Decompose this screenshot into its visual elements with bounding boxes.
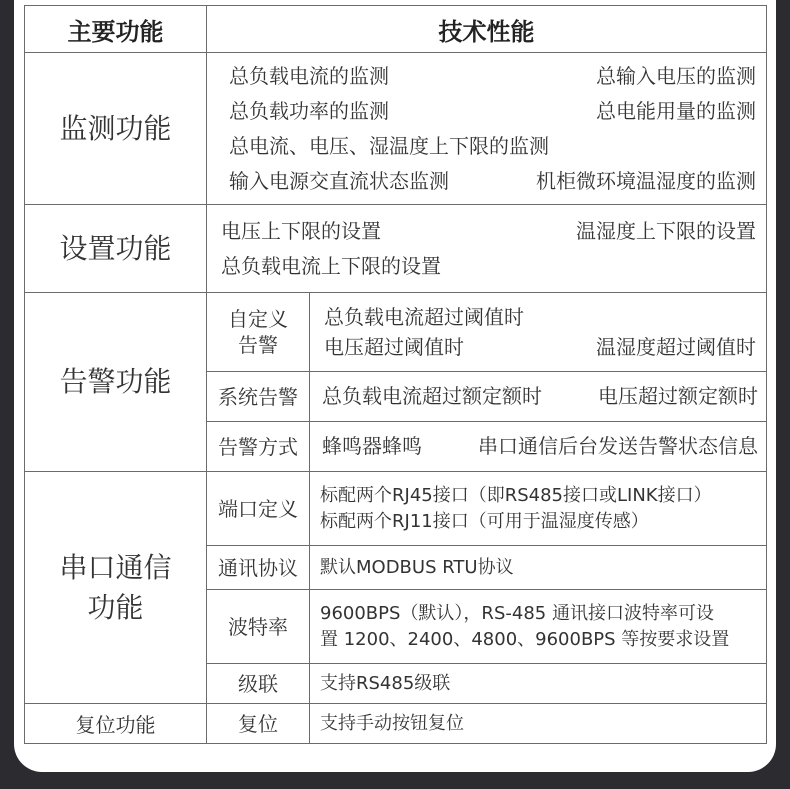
alarm-system-label: 系统告警 xyxy=(207,372,310,422)
monitoring-item: 总负载电流的监测 xyxy=(229,63,389,88)
spec-card xyxy=(14,0,776,772)
settings-item: 电压上下限的设置 xyxy=(221,218,381,243)
reset-content xyxy=(310,704,767,744)
monitoring-item: 机柜微环境温湿度的监测 xyxy=(536,168,756,193)
monitoring-item: 总电流、电压、湿温度上下限的监测 xyxy=(229,133,549,158)
alarm-mode-item: 串口通信后台发送告警状态信息 xyxy=(478,434,758,458)
alarm-custom-item: 总负载电流超过阈值时 xyxy=(324,305,524,329)
serial-cascade-value: 支持RS485级联 xyxy=(320,673,451,694)
header-row xyxy=(25,6,767,53)
alarm-mode-content xyxy=(310,422,767,472)
alarm-system-item: 电压超过额定额时 xyxy=(598,384,758,408)
monitoring-line xyxy=(229,129,756,164)
serial-cascade-content xyxy=(310,664,767,704)
alarm-system-item: 总负载电流超过额定额时 xyxy=(322,384,542,408)
serial-baud-line: 置 1200、2400、4800、9600BPS 等按要求设置 xyxy=(320,628,730,650)
reset-value: 支持手动按钮复位 xyxy=(320,713,464,734)
settings-item: 总负载电流上下限的设置 xyxy=(221,253,441,278)
header-performance: 技术性能 xyxy=(207,6,767,53)
monitoring-content xyxy=(207,53,767,205)
alarm-title: 告警功能 xyxy=(25,293,207,472)
alarm-custom-label-line: 告警 xyxy=(238,333,278,357)
serial-protocol-value: 默认MODBUS RTU协议 xyxy=(320,557,514,578)
serial-port-line: 标配两个RJ45接口（即RS485接口或LINK接口） xyxy=(320,484,712,506)
serial-title-line: 功能 xyxy=(87,590,144,624)
serial-baud-line: 9600BPS（默认），RS-485 通讯接口波特率可设 xyxy=(320,602,714,624)
settings-content xyxy=(207,205,767,293)
reset-row xyxy=(25,704,767,744)
serial-port-content xyxy=(310,472,767,546)
serial-protocol-content xyxy=(310,546,767,590)
settings-item: 温湿度上下限的设置 xyxy=(576,218,756,243)
settings-row xyxy=(25,205,767,293)
alarm-custom-item: 电压超过阈值时 xyxy=(324,335,464,359)
alarm-system-line xyxy=(322,379,758,414)
monitoring-line xyxy=(229,94,756,129)
alarm-custom-content xyxy=(310,293,767,372)
settings-title: 设置功能 xyxy=(25,205,207,293)
alarm-custom-row xyxy=(25,293,767,372)
alarm-mode-item: 蜂鸣器蜂鸣 xyxy=(322,434,422,458)
alarm-custom-label-line: 自定义 xyxy=(228,307,288,331)
reset-title: 复位功能 xyxy=(25,704,207,744)
monitoring-item: 总电能用量的监测 xyxy=(596,98,756,123)
serial-cascade-label: 级联 xyxy=(207,664,310,704)
serial-port-line: 标配两个RJ11接口（可用于温湿度传感） xyxy=(320,510,649,532)
serial-port-row xyxy=(25,472,767,546)
monitoring-line xyxy=(229,59,756,94)
serial-port-label: 端口定义 xyxy=(207,472,310,546)
serial-baud-content xyxy=(310,590,767,664)
serial-protocol-label: 通讯协议 xyxy=(207,546,310,590)
monitoring-row xyxy=(25,53,767,205)
monitoring-item: 输入电源交直流状态监测 xyxy=(229,168,449,193)
alarm-custom-line xyxy=(324,332,756,362)
serial-baud-label: 波特率 xyxy=(207,590,310,664)
monitoring-title: 监测功能 xyxy=(25,53,207,205)
alarm-custom-item: 温湿度超过阈值时 xyxy=(596,335,756,359)
header-function: 主要功能 xyxy=(25,6,207,53)
serial-title-line: 串口通信 xyxy=(59,550,172,584)
alarm-mode-label: 告警方式 xyxy=(207,422,310,472)
alarm-custom-label xyxy=(207,293,310,372)
alarm-custom-line xyxy=(324,302,756,332)
serial-title xyxy=(25,472,207,704)
alarm-system-content xyxy=(310,372,767,422)
monitoring-item: 总负载功率的监测 xyxy=(229,98,389,123)
spec-table xyxy=(24,5,767,744)
settings-line xyxy=(221,214,756,249)
monitoring-item: 总输入电压的监测 xyxy=(596,63,756,88)
monitoring-line xyxy=(229,164,756,199)
settings-line xyxy=(221,249,756,284)
alarm-mode-line xyxy=(322,429,758,464)
reset-label: 复位 xyxy=(207,704,310,744)
